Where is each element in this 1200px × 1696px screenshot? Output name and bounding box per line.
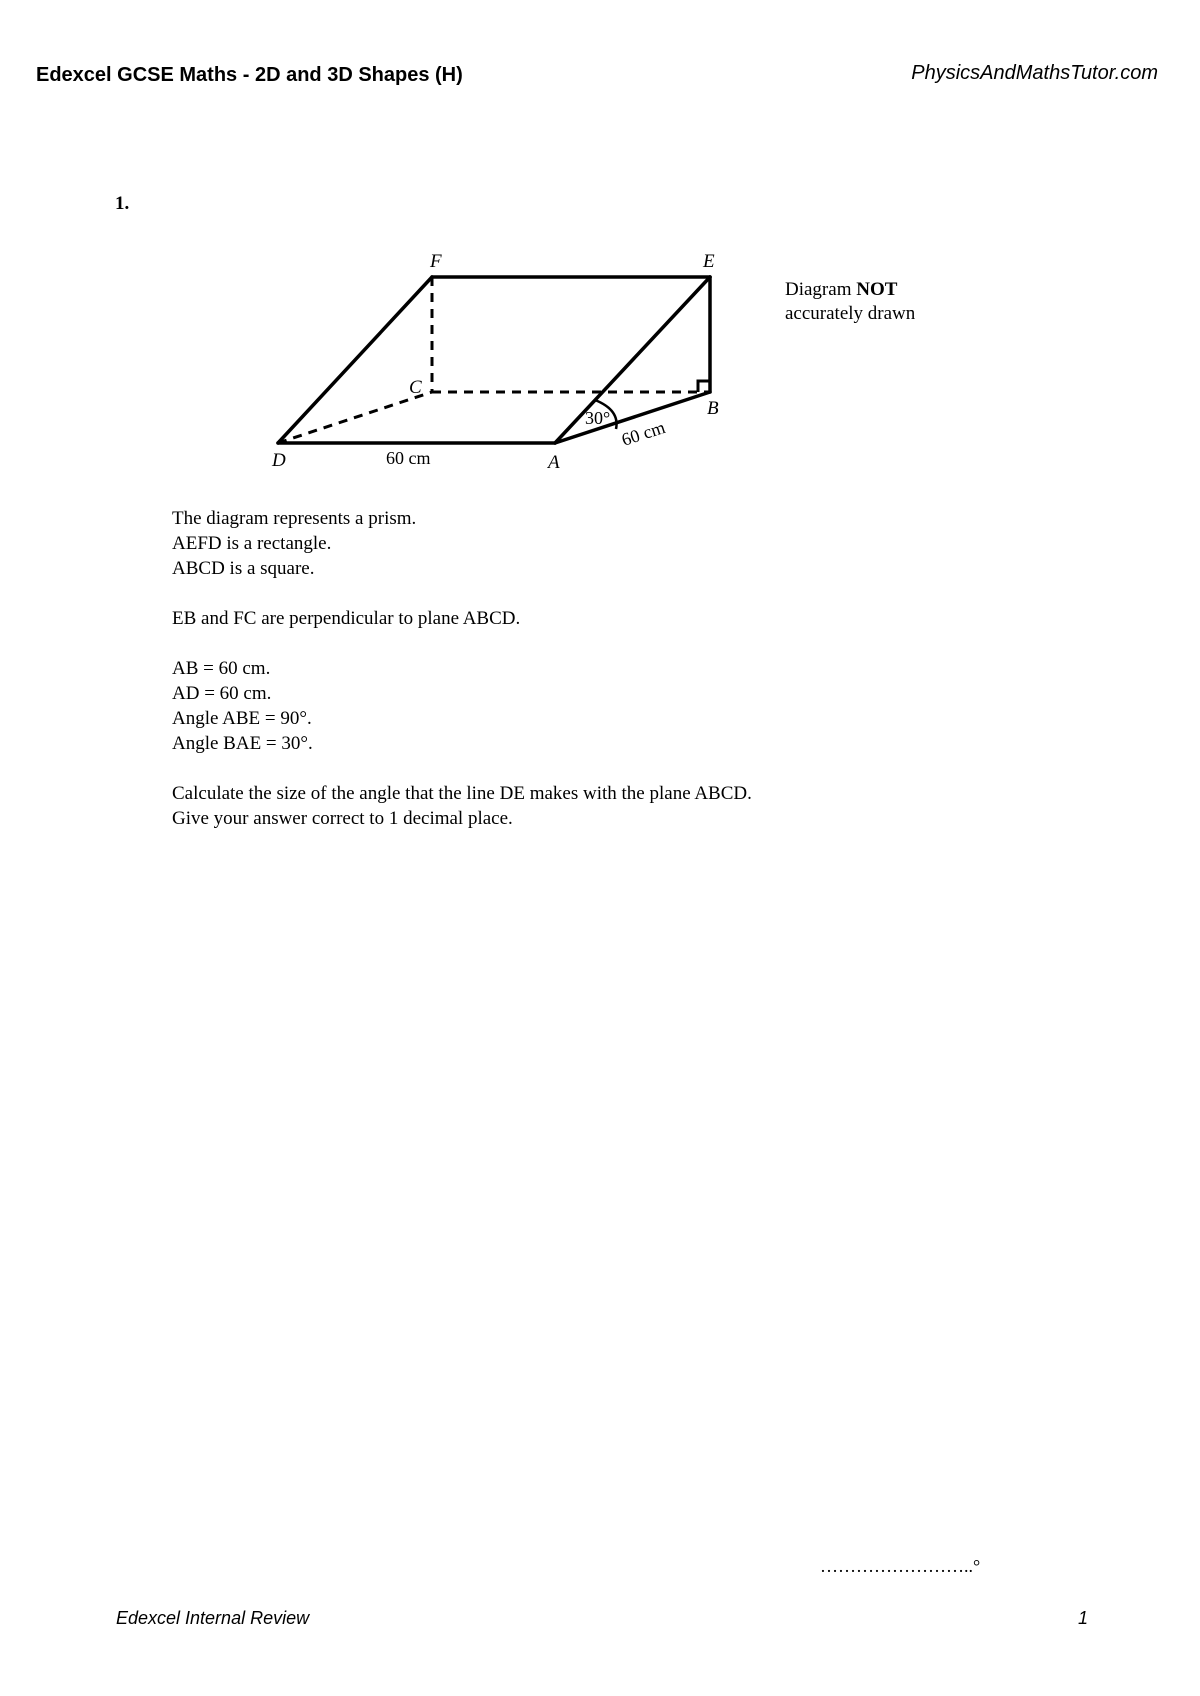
right-angle-mark xyxy=(698,381,710,392)
page-number: 1 xyxy=(1078,1608,1089,1628)
paragraph-1 xyxy=(172,506,752,581)
statement: AEFD is a rectangle. xyxy=(172,533,332,554)
page-header-title: Edexcel GCSE Maths - 2D and 3D Shapes (H) xyxy=(36,64,463,86)
footer-source: Edexcel Internal Review xyxy=(116,1608,310,1628)
label-d: D xyxy=(272,450,286,471)
paragraph-4 xyxy=(172,781,752,831)
label-ab-length: 60 cm xyxy=(619,417,668,450)
prism-diagram xyxy=(0,0,1200,500)
statement: Angle BAE = 30°. xyxy=(172,733,313,754)
label-a: A xyxy=(548,452,560,473)
statement: Angle ABE = 90°. xyxy=(172,708,312,729)
question-text xyxy=(172,506,752,856)
statement: AD = 60 cm. xyxy=(172,683,272,704)
paragraph-2 xyxy=(172,606,752,631)
statement: Calculate the size of the angle that the line DE makes with the plane ABCD. xyxy=(172,783,752,804)
label-angle: 30° xyxy=(585,408,611,428)
label-c: C xyxy=(409,377,422,398)
diagram-note xyxy=(785,278,915,326)
label-f: F xyxy=(430,251,442,272)
page-header-site: PhysicsAndMathsTutor.com xyxy=(911,62,1158,84)
statement: EB and FC are perpendicular to plane ABCD. xyxy=(172,608,521,629)
label-dc-length: 60 cm xyxy=(386,448,431,468)
statement: AB = 60 cm. xyxy=(172,658,271,679)
diagram-note-line2: accurately drawn xyxy=(785,303,916,324)
question-number: 1. xyxy=(115,193,130,214)
paragraph-3 xyxy=(172,656,752,756)
answer-line[interactable]: ……………………..° xyxy=(820,1556,981,1576)
statement: ABCD is a square. xyxy=(172,558,315,579)
statement: The diagram represents a prism. xyxy=(172,508,417,529)
diagram-note-bold: NOT xyxy=(856,279,898,300)
label-b: B xyxy=(707,398,719,419)
statement: Give your answer correct to 1 decimal place. xyxy=(172,808,513,829)
diagram-note-line1: Diagram NOT xyxy=(785,279,898,300)
label-e: E xyxy=(703,251,715,272)
